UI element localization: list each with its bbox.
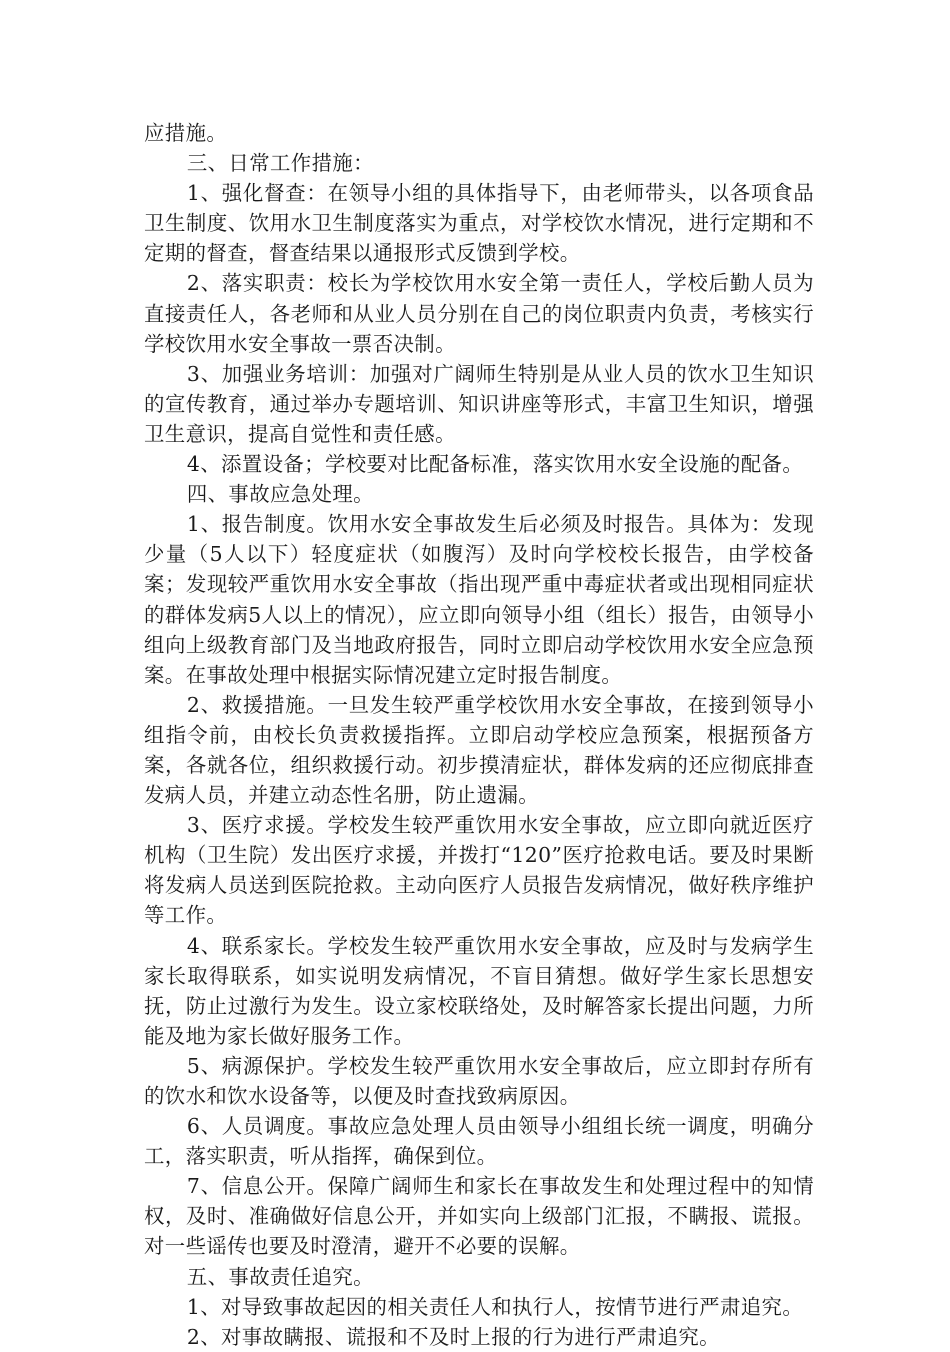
paragraph-reporting: 1、报告制度。饮用水安全事故发生后必须及时报告。具体为：发现少量（5人以下）轻度症状（如腹泻）及时向学校校长报告，由学校备案；发现较严重饮用水安全事故（指出现严重中毒症状者或出现相同症状的群体发病5人以上的情况），应立即向领导小组（组长）报告，由领导小组向上级教育部门及当地政府报告，同时立即启动学校饮用水安全应急预案。在事故处理中根据实际情况建立定时报告制度。 <box>144 512 814 687</box>
paragraph-dispatch: 6、人员调度。事故应急处理人员由领导小组组长统一调度，明确分工，落实职责，听从指挥，确保到位。 <box>144 1114 814 1169</box>
paragraph-rescue: 2、救援措施。一旦发生较严重学校饮用水安全事故，在接到领导小组指令前，由校长负责救援指挥。立即启动学校应急预案，根据预备方案，各就各位，组织救援行动。初步摸清症状，群体发病的还应彻底排查发病人员，并建立动态性名册，防止遗漏。 <box>144 692 814 808</box>
paragraph-accountability-reporting: 2、对事故瞒报、谎报和不及时上报的行为进行严肃追究。 <box>186 1324 720 1349</box>
section-heading-emergency: 四、事故应急处理。 <box>186 482 374 507</box>
paragraph-accountability-cause: 1、对导致事故起因的相关责任人和执行人，按情节进行严肃追究。 <box>186 1294 804 1319</box>
paragraph-responsibilities: 2、落实职责：校长为学校饮用水安全第一责任人，学校后勤人员为直接责任人，各老师和从业人员分别在自己的岗位职责内负责，考核实行学校饮用水安全事故一票否决制。 <box>144 271 814 356</box>
paragraph-continuation: 应措施。 <box>144 121 228 145</box>
document-body <box>144 118 814 1352</box>
paragraph-parents: 4、联系家长。学校发生较严重饮用水安全事故，应及时与发病学生家长取得联系，如实说明发病情况，不盲目猜想。做好学生家长思想安抚，防止过激行为发生。设立家校联络处，及时解答家长提出问题，力所能及地为家长做好服务工作。 <box>144 933 814 1048</box>
section-heading-daily-measures: 三、日常工作措施： <box>186 151 374 176</box>
paragraph-equipment: 4、添置设备；学校要对比配备标准，落实饮用水安全设施的配备。 <box>186 452 804 477</box>
paragraph-medical: 3、医疗求援。学校发生较严重饮用水安全事故，应立即向就近医疗机构（卫生院）发出医疗求援，并拨打“120”医疗抢救电话。要及时果断将发病人员送到医院抢救。主动向医疗人员报告发病情况，做好秩序维护等工作。 <box>144 813 814 928</box>
paragraph-source-protection: 5、病源保护。学校发生较严重饮用水安全事故后，应立即封存所有的饮水和饮水设备等，以便及时查找致病原因。 <box>144 1053 814 1108</box>
paragraph-training: 3、加强业务培训：加强对广阔师生特别是从业人员的饮水卫生知识的宣传教育，通过举办专题培训、知识讲座等形式，丰富卫生知识，增强卫生意识，提高自觉性和责任感。 <box>144 361 814 446</box>
section-heading-accountability: 五、事故责任追究。 <box>186 1264 374 1289</box>
paragraph-disclosure: 7、信息公开。保障广阔师生和家长在事故发生和处理过程中的知情权，及时、准确做好信息公开，并如实向上级部门汇报，不瞒报、谎报。对一些谣传也要及时澄清，避开不必要的误解。 <box>144 1174 814 1259</box>
paragraph-supervision: 1、强化督查：在领导小组的具体指导下，由老师带头，以各项食品卫生制度、饮用水卫生制度落实为重点，对学校饮水情况，进行定期和不定期的督查，督查结果以通报形式反馈到学校。 <box>144 181 814 266</box>
